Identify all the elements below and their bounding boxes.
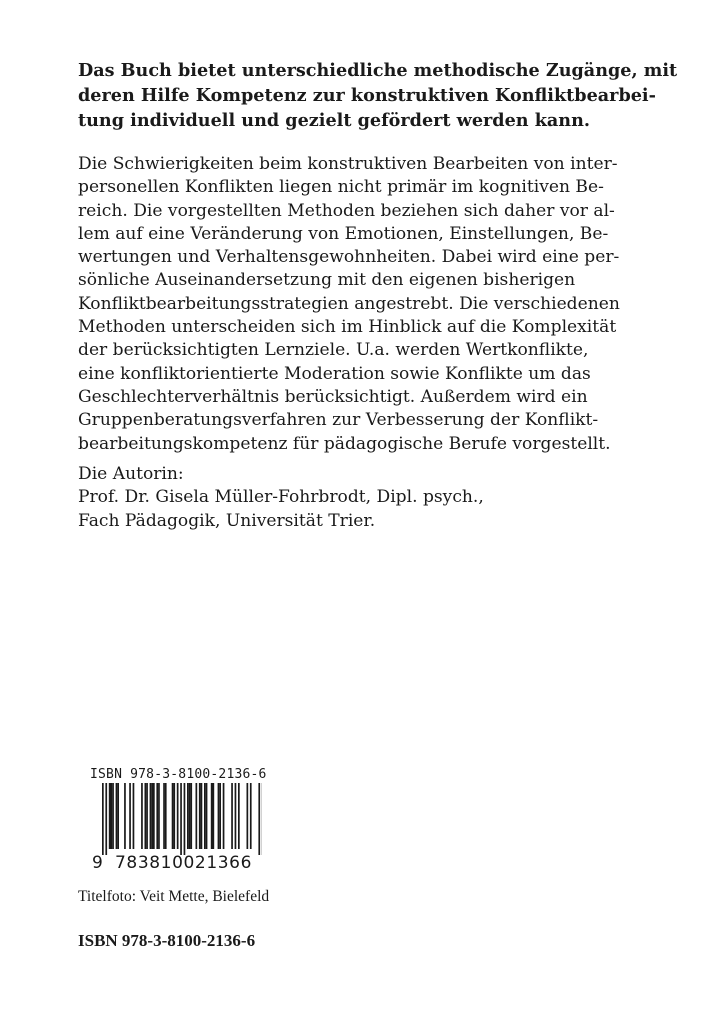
- barcode-bar: [153, 783, 155, 849]
- description-line: sönliche Auseinandersetzung mit den eigenen bisherigen: [78, 270, 576, 291]
- barcode-bar: [190, 783, 192, 849]
- barcode-bar: [238, 783, 240, 849]
- barcode-bar: [250, 783, 252, 849]
- barcode-digit-group: 783810021366: [115, 853, 252, 873]
- description-paragraph: [78, 153, 620, 456]
- description-line: personellen Konflikten liegen nicht primär im kognitiven Be-: [78, 177, 604, 198]
- barcode-bar: [109, 783, 111, 849]
- barcode-bar: [165, 783, 167, 849]
- description-line: lem auf eine Veränderung von Emotionen, Einstellungen, Be-: [78, 223, 609, 244]
- barcode-guard-bar: [258, 783, 260, 855]
- barcode-bar: [172, 783, 174, 849]
- barcode-guard-bar: [180, 783, 182, 855]
- description-line: Methoden unterscheiden sich im Hinblick auf die Komplexität: [78, 317, 617, 338]
- barcode-guard-bar: [184, 783, 186, 855]
- author-line: Fach Pädagogik, Universität Trier.: [78, 510, 376, 531]
- barcode-first-digit: 9: [92, 853, 103, 873]
- description-line: Konfliktbearbeitungsstrategien angestrebt. Die verschiedenen: [78, 293, 620, 314]
- barcode-bar: [211, 783, 213, 849]
- description-line: Die Schwierigkeiten beim konstruktiven Bearbeiten von inter-: [78, 154, 618, 174]
- intro-line: deren Hilfe Kompetenz zur konstruktiven Konfliktbearbei-: [78, 85, 656, 106]
- description-line: wertungen und Verhaltensgewohnheiten. Dabei wird eine per-: [78, 247, 620, 268]
- barcode-guard-bar: [102, 783, 104, 855]
- barcode-bar: [112, 783, 114, 849]
- photo-credit: Titelfoto: Veit Mette, Bielefeld: [78, 888, 270, 905]
- barcode-bar: [151, 783, 153, 849]
- intro-paragraph: [78, 58, 677, 133]
- description-line: reich. Die vorgestellten Methoden beziehen sich daher vor al-: [78, 200, 615, 221]
- intro-line: Das Buch bietet unterschiedliche methodische Zugänge, mit: [78, 60, 678, 81]
- author-heading: Die Autorin:: [78, 464, 184, 484]
- barcode-bar: [206, 783, 208, 849]
- description-line: eine konfliktorientierte Moderation sowie Konflikte um das: [78, 363, 591, 384]
- barcode-guard-bar: [105, 783, 107, 855]
- barcode-bar: [117, 783, 119, 849]
- barcode: [88, 783, 262, 855]
- description-line: Gruppenberatungsverfahren zur Verbesserung der Konflikt-: [78, 410, 599, 431]
- barcode-bar: [158, 783, 160, 849]
- barcode-bar: [199, 783, 201, 849]
- barcode-bar: [189, 783, 191, 849]
- barcode-bar: [116, 783, 118, 849]
- isbn-footer: ISBN 978-3-8100-2136-6: [78, 931, 256, 950]
- barcode-bar: [111, 783, 113, 849]
- barcode-bar: [223, 783, 225, 849]
- barcode-bar: [218, 783, 220, 849]
- barcode-bar: [231, 783, 233, 849]
- barcode-bar: [187, 783, 189, 849]
- barcode-bar: [201, 783, 203, 849]
- barcode-bar: [247, 783, 249, 849]
- barcode-bar: [141, 783, 143, 849]
- barcode-bar: [133, 783, 135, 849]
- barcode-bar: [213, 783, 215, 849]
- barcode-bar: [235, 783, 237, 849]
- description-line: bearbeitungskompetenz für pädagogische Berufe vorgestellt.: [78, 433, 611, 454]
- barcode-bar: [145, 783, 147, 849]
- barcode-bar: [124, 783, 126, 849]
- barcode-bar: [163, 783, 165, 849]
- barcode-digits: [88, 853, 262, 877]
- author-line: Prof. Dr. Gisela Müller-Fohrbrodt, Dipl. psych.,: [78, 487, 484, 508]
- barcode-bar: [173, 783, 175, 849]
- barcode-isbn-label: ISBN 978-3-8100-2136-6: [90, 767, 267, 782]
- barcode-bar: [146, 783, 148, 849]
- barcode-bar: [204, 783, 206, 849]
- barcode-bar: [177, 783, 179, 849]
- author-block: [78, 463, 484, 533]
- barcode-bar: [156, 783, 158, 849]
- description-line: Geschlechterverhältnis berücksichtigt. Außerdem wird ein: [78, 386, 588, 407]
- barcode-bar: [129, 783, 131, 849]
- description-line: der berücksichtigten Lernziele. U.a. werden Wertkonflikte,: [78, 340, 589, 361]
- barcode-bar: [150, 783, 152, 849]
- barcode-bar: [196, 783, 198, 849]
- barcode-bar: [219, 783, 221, 849]
- intro-line: tung individuell und gezielt gefördert werden kann.: [78, 110, 590, 131]
